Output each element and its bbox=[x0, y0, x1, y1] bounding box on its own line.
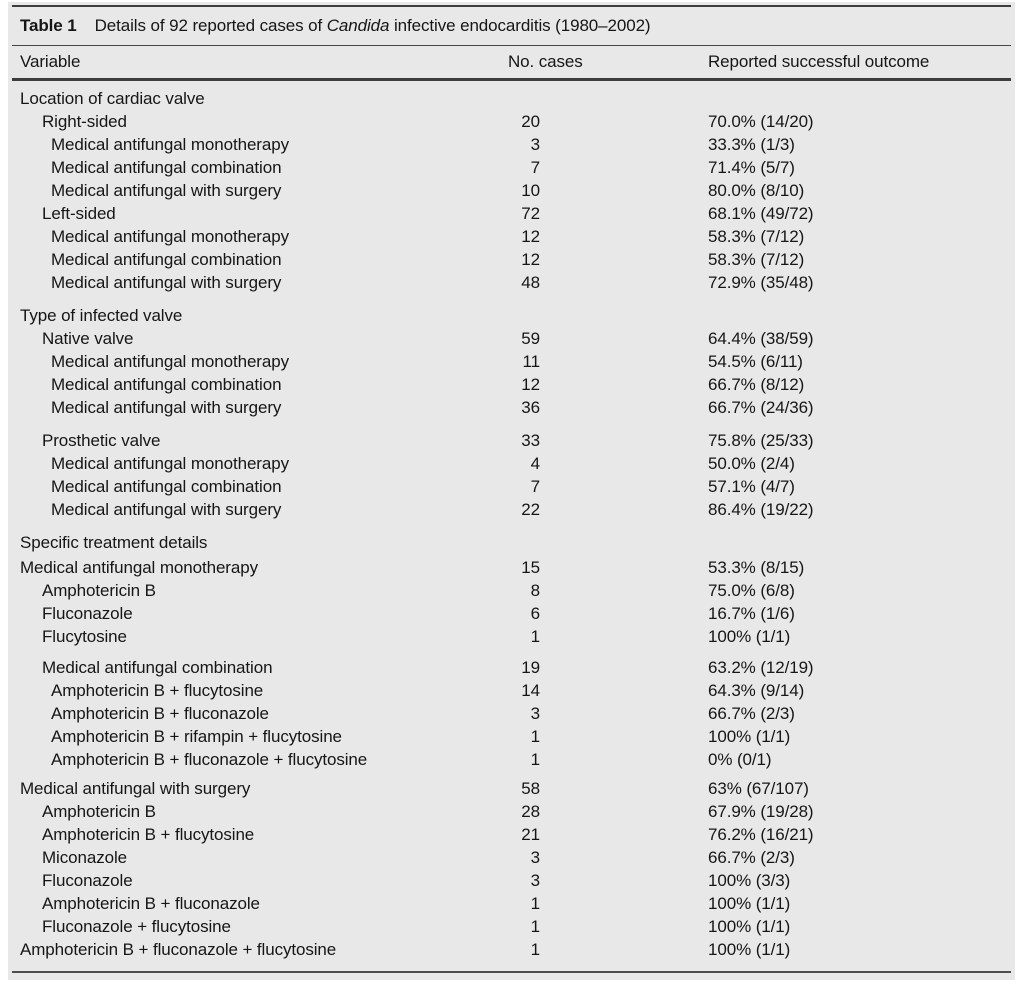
row-variable-label: Medical antifungal monotherapy bbox=[20, 558, 258, 577]
cases-value: 3 bbox=[530, 848, 540, 867]
outcome-value bbox=[708, 531, 1003, 554]
outcome-value: 57.1% (4/7) bbox=[708, 477, 795, 496]
cases-value: 1 bbox=[530, 750, 540, 769]
outcome-value: 71.4% (5/7) bbox=[708, 158, 795, 177]
cases-value: 7 bbox=[530, 477, 540, 496]
row-variable-label: Medical antifungal with surgery bbox=[20, 779, 251, 798]
outcome-value: 100% (1/1) bbox=[708, 917, 791, 936]
table-row bbox=[20, 350, 1003, 373]
table-row bbox=[20, 777, 1003, 800]
row-variable-label: Medical antifungal with surgery bbox=[51, 500, 282, 519]
row-variable-label: Fluconazole + flucytosine bbox=[42, 917, 231, 936]
outcome-value bbox=[708, 304, 1003, 327]
table-row bbox=[20, 679, 1003, 702]
row-variable-label: Amphotericin B + flucytosine bbox=[42, 825, 255, 844]
col-header-outcome: Reported successful outcome bbox=[708, 52, 930, 71]
cases-value: 3 bbox=[530, 704, 540, 723]
col-header-variable: Variable bbox=[20, 52, 81, 71]
outcome-value: 64.3% (9/14) bbox=[708, 681, 805, 700]
table-bottom-rule bbox=[12, 971, 1011, 973]
outcome-value: 86.4% (19/22) bbox=[708, 500, 814, 519]
cases-value: 1 bbox=[530, 627, 540, 646]
row-variable-label: Medical antifungal monotherapy bbox=[51, 227, 289, 246]
cases-value: 36 bbox=[521, 398, 540, 417]
table-row bbox=[20, 823, 1003, 846]
outcome-value: 100% (1/1) bbox=[708, 727, 791, 746]
cases-value: 21 bbox=[521, 825, 540, 844]
outcome-value: 58.3% (7/12) bbox=[708, 227, 805, 246]
cases-value: 33 bbox=[521, 431, 540, 450]
table-row bbox=[20, 748, 1003, 771]
cases-value: 12 bbox=[521, 250, 540, 269]
table-row bbox=[20, 271, 1003, 294]
outcome-value: 63.2% (12/19) bbox=[708, 658, 814, 677]
table-row bbox=[20, 373, 1003, 396]
cases-value: 20 bbox=[521, 112, 540, 131]
row-variable-label: Flucytosine bbox=[42, 627, 127, 646]
cases-value: 3 bbox=[530, 135, 540, 154]
row-variable-label: Amphotericin B + rifampin + flucytosine bbox=[51, 727, 342, 746]
cases-value: 1 bbox=[530, 917, 540, 936]
table-row bbox=[20, 869, 1003, 892]
row-variable-label: Fluconazole bbox=[42, 871, 133, 890]
row-variable-label: Medical antifungal monotherapy bbox=[51, 352, 289, 371]
caption-italic-candida: Candida bbox=[326, 16, 390, 35]
row-variable-label: Medical antifungal with surgery bbox=[51, 181, 282, 200]
row-variable-label: Medical antifungal with surgery bbox=[51, 273, 282, 292]
cases-value: 12 bbox=[521, 227, 540, 246]
row-variable-label: Right-sided bbox=[42, 112, 127, 131]
table-row bbox=[20, 225, 1003, 248]
row-variable-label: Amphotericin B + fluconazole bbox=[51, 704, 269, 723]
table-row bbox=[20, 396, 1003, 419]
cases-value: 8 bbox=[530, 581, 540, 600]
table-row bbox=[20, 602, 1003, 625]
table-row bbox=[20, 498, 1003, 521]
table-row bbox=[20, 579, 1003, 602]
outcome-value: 33.3% (1/3) bbox=[708, 135, 795, 154]
cases-value: 1 bbox=[530, 940, 540, 959]
outcome-value: 50.0% (2/4) bbox=[708, 454, 795, 473]
outcome-value: 64.4% (38/59) bbox=[708, 329, 814, 348]
outcome-value: 76.2% (16/21) bbox=[708, 825, 814, 844]
cases-value: 4 bbox=[530, 454, 540, 473]
outcome-value: 66.7% (2/3) bbox=[708, 704, 795, 723]
row-variable-label: Amphotericin B + fluconazole + flucytosine bbox=[51, 750, 368, 769]
outcome-value: 67.9% (19/28) bbox=[708, 802, 814, 821]
table-row bbox=[20, 556, 1003, 579]
table-caption bbox=[20, 7, 1003, 45]
cases-value: 12 bbox=[521, 375, 540, 394]
table-row bbox=[20, 892, 1003, 915]
outcome-value bbox=[708, 87, 1003, 110]
table-row bbox=[20, 156, 1003, 179]
outcome-value: 16.7% (1/6) bbox=[708, 604, 795, 623]
outcome-value: 75.0% (6/8) bbox=[708, 581, 795, 600]
cases-value: 48 bbox=[521, 273, 540, 292]
section-header-label: Type of infected valve bbox=[20, 306, 183, 325]
section-header-label: Location of cardiac valve bbox=[20, 89, 205, 108]
outcome-value: 53.3% (8/15) bbox=[708, 558, 805, 577]
row-variable-label: Medical antifungal combination bbox=[42, 658, 273, 677]
row-variable-label: Medical antifungal combination bbox=[51, 158, 282, 177]
row-variable-label: Medical antifungal combination bbox=[51, 375, 282, 394]
outcome-value: 100% (1/1) bbox=[708, 940, 791, 959]
section-header-row bbox=[20, 531, 1003, 554]
table-row bbox=[20, 133, 1003, 156]
outcome-value: 80.0% (8/10) bbox=[708, 181, 805, 200]
table-row bbox=[20, 248, 1003, 271]
cases-value: 72 bbox=[521, 204, 540, 223]
cases-value: 28 bbox=[521, 802, 540, 821]
row-variable-label: Medical antifungal monotherapy bbox=[51, 135, 289, 154]
cases-value: 7 bbox=[530, 158, 540, 177]
col-header-no-cases: No. cases bbox=[508, 52, 583, 71]
cases-value: 10 bbox=[521, 181, 540, 200]
row-variable-label: Amphotericin B + flucytosine bbox=[51, 681, 264, 700]
table-row bbox=[20, 475, 1003, 498]
cases-value: 11 bbox=[522, 352, 540, 371]
header-divider-rule bbox=[12, 78, 1011, 81]
table-row bbox=[20, 429, 1003, 452]
section-header-row bbox=[20, 87, 1003, 110]
caption-text-pre: Details of 92 reported cases of bbox=[94, 16, 327, 35]
outcome-value: 100% (3/3) bbox=[708, 871, 791, 890]
outcome-value: 75.8% (25/33) bbox=[708, 431, 814, 450]
outcome-value: 100% (1/1) bbox=[708, 627, 791, 646]
row-variable-label: Amphotericin B + fluconazole bbox=[42, 894, 260, 913]
cases-value: 6 bbox=[530, 604, 540, 623]
cases-value: 3 bbox=[530, 871, 540, 890]
table-body bbox=[20, 87, 1003, 961]
outcome-value: 63% (67/107) bbox=[708, 779, 809, 798]
cases-value: 15 bbox=[521, 558, 540, 577]
cases-value: 14 bbox=[521, 681, 540, 700]
outcome-value: 66.7% (24/36) bbox=[708, 398, 814, 417]
row-variable-label: Amphotericin B bbox=[42, 581, 156, 600]
row-variable-label: Medical antifungal combination bbox=[51, 477, 282, 496]
table-row bbox=[20, 938, 1003, 961]
row-variable-label: Miconazole bbox=[42, 848, 127, 867]
cases-value: 1 bbox=[530, 727, 540, 746]
table-row bbox=[20, 800, 1003, 823]
row-variable-label: Left-sided bbox=[42, 204, 116, 223]
table-row bbox=[20, 202, 1003, 225]
table-row bbox=[20, 179, 1003, 202]
table-panel bbox=[8, 2, 1015, 980]
row-variable-label: Medical antifungal with surgery bbox=[51, 398, 282, 417]
outcome-value: 66.7% (8/12) bbox=[708, 375, 805, 394]
table-number: Table 1 bbox=[20, 16, 77, 35]
cases-value: 19 bbox=[521, 658, 540, 677]
outcome-value: 0% (0/1) bbox=[708, 750, 772, 769]
outcome-value: 72.9% (35/48) bbox=[708, 273, 814, 292]
row-variable-label: Medical antifungal combination bbox=[51, 250, 282, 269]
row-variable-label: Medical antifungal monotherapy bbox=[51, 454, 289, 473]
row-variable-label: Amphotericin B + fluconazole + flucytosine bbox=[20, 940, 337, 959]
cases-value: 59 bbox=[521, 329, 540, 348]
table-row bbox=[20, 625, 1003, 648]
table-row bbox=[20, 915, 1003, 938]
table-row bbox=[20, 702, 1003, 725]
cases-value: 1 bbox=[530, 894, 540, 913]
table-row bbox=[20, 725, 1003, 748]
row-variable-label: Fluconazole bbox=[42, 604, 133, 623]
section-header-label: Specific treatment details bbox=[20, 533, 208, 552]
outcome-value: 54.5% (6/11) bbox=[708, 352, 803, 371]
outcome-value: 58.3% (7/12) bbox=[708, 250, 805, 269]
caption-text-post: infective endocarditis (1980–2002) bbox=[389, 16, 651, 35]
outcome-value: 68.1% (49/72) bbox=[708, 204, 814, 223]
row-variable-label: Prosthetic valve bbox=[42, 431, 161, 450]
row-variable-label: Native valve bbox=[42, 329, 134, 348]
outcome-value: 66.7% (2/3) bbox=[708, 848, 795, 867]
table-row bbox=[20, 656, 1003, 679]
column-header-row bbox=[20, 46, 1003, 78]
outcome-value: 100% (1/1) bbox=[708, 894, 791, 913]
table-row bbox=[20, 452, 1003, 475]
cases-value: 22 bbox=[521, 500, 540, 519]
table-row bbox=[20, 327, 1003, 350]
section-header-row bbox=[20, 304, 1003, 327]
outcome-value: 70.0% (14/20) bbox=[708, 112, 814, 131]
row-variable-label: Amphotericin B bbox=[42, 802, 156, 821]
cases-value: 58 bbox=[521, 779, 540, 798]
table-row bbox=[20, 846, 1003, 869]
table-row bbox=[20, 110, 1003, 133]
